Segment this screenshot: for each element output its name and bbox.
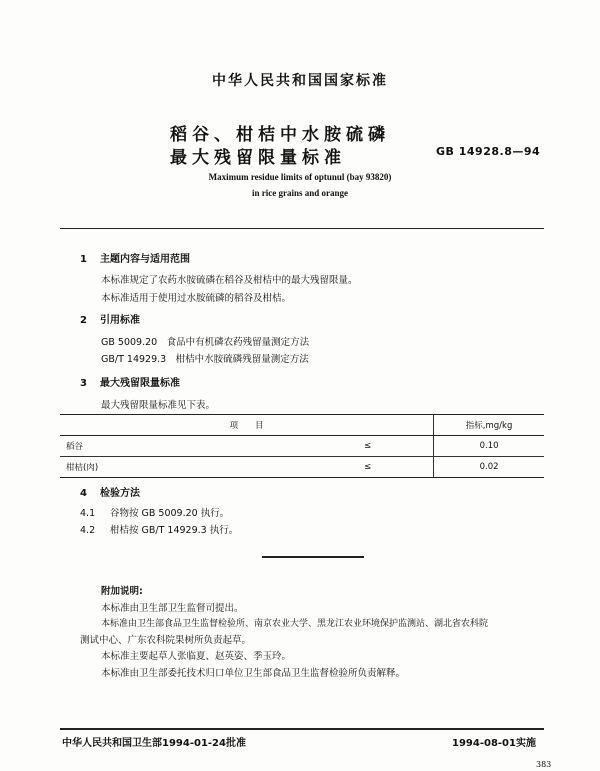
standard-org-header: 中华人民共和国国家标准 <box>212 73 388 89</box>
standard-number: GB 14928.8—94 <box>436 145 541 158</box>
method-4-1 <box>80 505 229 519</box>
method-4-1-text: 谷物按 GB 5009.20 执行。 <box>110 508 230 519</box>
note-drafting-units-1: 本标准由卫生部食品卫生监督检验所、南京农业大学、黑龙江农业环境保护监测站、湖北省农科院 <box>101 619 489 629</box>
title-cn-line1: 稻谷、柑桔中水胺硫磷 <box>170 125 390 145</box>
footer-rule <box>60 728 544 730</box>
note-interpretation: 本标准由卫生部委托技术归口单位卫生部食品卫生监督检验所负责解释。 <box>101 668 406 679</box>
row-sign: ≤ <box>302 436 434 457</box>
limits-table-header-row <box>60 415 544 436</box>
row-item: 柑桔(肉) <box>60 457 302 478</box>
section-1-para-2: 本标准适用于使用过水胺硫磷的稻谷及柑桔。 <box>101 293 292 304</box>
section-3-para-1: 最大残留限量标准见下表。 <box>101 400 216 411</box>
section-1-title: 主题内容与适用范围 <box>100 254 190 265</box>
note-drafters: 本标准主要起草人张临夏、赵英姿、季玉玲。 <box>101 651 292 662</box>
row-sign: ≤ <box>302 457 434 478</box>
section-3-title: 最大残留限量标准 <box>100 378 180 389</box>
section-end-divider <box>262 556 364 558</box>
notes-title: 附加说明: <box>101 586 143 597</box>
section-2-heading <box>80 311 140 326</box>
title-divider-rule <box>60 228 544 229</box>
method-4-2 <box>80 522 238 536</box>
implementation-date: 1994-08-01实施 <box>452 738 536 749</box>
reference-gb-5009-20: GB 5009.20 食品中有机磷农药残留量测定方法 <box>101 337 310 348</box>
section-1-heading <box>80 250 190 265</box>
section-2-title: 引用标准 <box>100 315 140 326</box>
row-item: 稻谷 <box>60 436 302 457</box>
header-item: 项 目 <box>60 415 434 436</box>
method-4-1-number: 4.1 <box>80 508 96 519</box>
section-3-heading <box>80 374 180 389</box>
table-row <box>60 436 544 457</box>
header-value: 指标,mg/kg <box>434 415 544 436</box>
limits-table <box>60 414 544 478</box>
title-en-line2: in rice grains and orange <box>252 188 348 198</box>
section-1-number: 1 <box>80 254 87 265</box>
section-1-para-1: 本标准规定了农药水胺硫磷在稻谷及柑桔中的最大残留限量。 <box>101 275 358 286</box>
section-2-number: 2 <box>80 315 87 326</box>
method-4-2-text: 柑桔按 GB/T 14929.3 执行。 <box>110 525 239 536</box>
row-value: 0.02 <box>434 457 544 478</box>
note-drafting-units-2: 测试中心、广东农科院果树所负责起草。 <box>80 635 252 646</box>
section-4-heading <box>80 484 140 499</box>
row-value: 0.10 <box>434 436 544 457</box>
title-en-line1: Maximum residue limits of optunul (bay 93820) <box>208 172 392 182</box>
page-number: 383 <box>536 760 552 769</box>
title-cn-line2: 最大残留限量标准 <box>170 148 346 168</box>
method-4-2-number: 4.2 <box>80 525 96 536</box>
reference-gbt-14929-3: GB/T 14929.3 柑桔中水胺硫磷残留量测定方法 <box>101 354 309 365</box>
note-proposer: 本标准由卫生部卫生监督司提出。 <box>101 603 244 614</box>
section-4-title: 检验方法 <box>100 488 140 499</box>
approval-line: 中华人民共和国卫生部1994-01-24批准 <box>62 738 246 749</box>
table-row <box>60 457 544 478</box>
section-3-number: 3 <box>80 378 87 389</box>
section-4-number: 4 <box>80 488 87 499</box>
